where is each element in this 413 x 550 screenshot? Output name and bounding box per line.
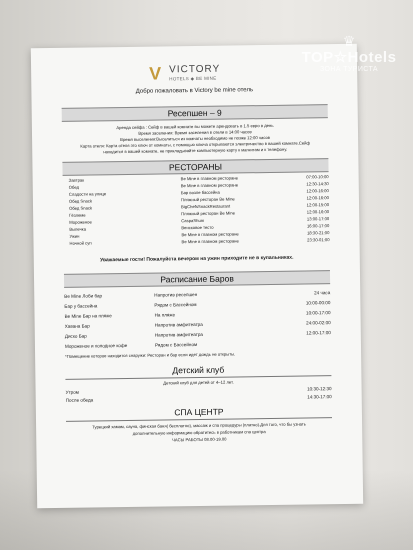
bars-title: Расписание Баров [64,270,330,288]
tophotels-watermark [292,34,406,84]
reception-line-3: Время выселения:Выселиться из комнаты необходимо не позже 12:00 часов [120,134,271,143]
reception-line-5: находится в вашей комнате, не прикладывайте компьютерную карту к магнитам и к телефону. [103,146,288,155]
spa-title: СПА ЦЕНТР [174,406,224,418]
bar-time: 24 часа [314,290,331,296]
spa-hours: ЧАСЫ РАБОТЫ 08.00-19.00 [172,436,227,443]
bar-time: 10:00-00:00 [305,300,331,306]
restaurant-time: 12:30-14:30 [306,181,329,187]
bar-row [65,340,331,351]
spa-line-2: дополнительную информацию обратитесь в работникам спа центра [132,429,266,436]
victory-v-icon: V [149,63,162,84]
kids-club-subtitle: Детский клуб для детей от 4–12 лет. [163,379,234,386]
kids-session-time: 10:30-12:30 [307,386,332,392]
restaurant-name: Выпечка [69,226,87,232]
restaurant-name: Сладости на улице [68,191,107,197]
bar-place: Напротив амфитеатра [154,331,203,338]
bar-name: Be Mine Бар на пляже [64,313,112,319]
restaurant-name: Обед Snack [69,205,93,211]
bar-name: Хавана Бар [64,323,90,329]
bar-time: 10:00-17:00 [305,310,331,316]
bar-place: Рядом с Бассейном [154,302,197,308]
watermark-brand: TOP☆Hotels [301,49,397,66]
reception-title: Ресепшен – 9 [62,104,328,122]
restaurant-name: Мороженое [69,219,92,225]
bar-row [64,300,330,311]
restaurant-place: Венсковое тесто [181,224,214,231]
restaurant-place: Be Mine в главном ресторане [181,231,239,238]
crown-icon: ♛ [342,33,356,49]
restaurant-time: 12:00-15:00 [306,202,330,208]
restaurant-name: Обед [68,184,80,190]
restaurant-time: 07:00-10:00 [306,174,329,180]
bars-note: *Помещение которое находится снаружи: Ресторан и бар если идет дождь не открыты. [65,351,236,359]
bar-name: Бар у бассейна [64,303,98,309]
restaurant-time: 12:00-16:00 [306,188,329,194]
kids-session-name: После обеда [65,397,94,403]
restaurant-place: Бар возле бассейна [180,189,220,196]
restaurant-name: Ночной суп [69,240,92,246]
bar-row [64,290,330,301]
restaurant-time: 13:00-17:00 [306,216,330,222]
bar-row [65,310,331,321]
restaurant-time: 16:00-17:00 [306,223,330,229]
spa-line-1: Турецкий хамам, сауна, финская баня( бесплатно), массаж и спа процедуры (платно).Для того, что бы узнать [92,421,306,430]
dress-code-notice: Уважаемые гости! Пожалуйста вечером на ужин приходите не в купальниках. [100,254,294,264]
kids-club-title: Детский клуб [172,364,225,376]
restaurant-place: CaspaShum [181,217,205,224]
restaurant-name: Завтрак [68,177,85,183]
bar-place: Напротив амфитеатра [154,321,203,328]
restaurant-place: Пляжный ресторан Be Mine [181,210,235,217]
restaurant-place: Пляжный ресторан Be Mine [180,196,235,203]
bar-row [65,330,331,341]
restaurant-name: Ужин [69,233,80,239]
restaurant-time: 23:30-01:00 [307,237,330,243]
logo-name: VICTORY [169,63,221,76]
bar-time: 12:00-17:00 [306,330,331,336]
bar-name: Мороженое и холодное кофе [64,342,128,349]
reception-line-2: Время заселения: Время заселения в отели в 14:00 часов [138,129,252,136]
restaurant-place: Be Mine в главном ресторане [180,175,238,182]
restaurant-name: Гёзлеме [69,212,86,218]
reception-line-1: Аренда сейфа : Сейф в вашей комнате вы можете арендовать в 1.5 евро в день [116,122,274,131]
bar-place: Рядом с Бассейном [154,342,198,348]
restaurant-time: 12:00-16:00 [306,209,330,215]
restaurant-place: BigChefsSnackRestaurant [180,203,231,210]
bar-place: Напротив ресепшен [154,291,198,298]
reception-line-4: Карта отеля: Карта отеля это ключ от комнаты, с помощью ключа открываются электричество в вашей комнате.Сейф [80,140,310,149]
bar-place: На пляже [154,312,176,318]
info-sheet [31,44,363,509]
restaurant-time: 12:00-16:00 [306,195,329,201]
watermark-sub: ЗОНА ТУРИСТА [319,66,379,73]
bar-row [65,320,331,331]
bar-time: 24:00-02:00 [306,320,331,326]
restaurants-title: РЕСТОРАНЫ [62,158,328,176]
restaurant-place: Be Mine в главном ресторане [181,238,239,245]
restaurant-time: 18:30-21:00 [307,230,330,236]
kids-session-name: Утром [65,389,79,395]
kids-session-time: 14:30-17:00 [307,394,332,400]
restaurant-place: Be Mine в главном ресторане [180,182,239,189]
restaurant-name: Обед Snack [68,198,93,204]
bar-name: Диско Бар [64,333,87,339]
logo-sub: HOTELS ◆ BE MINE [169,75,217,82]
bar-name: Be Mine Лоби бар [64,293,103,299]
welcome-text: Добро пожаловать в Victory be mine отель [135,87,254,95]
